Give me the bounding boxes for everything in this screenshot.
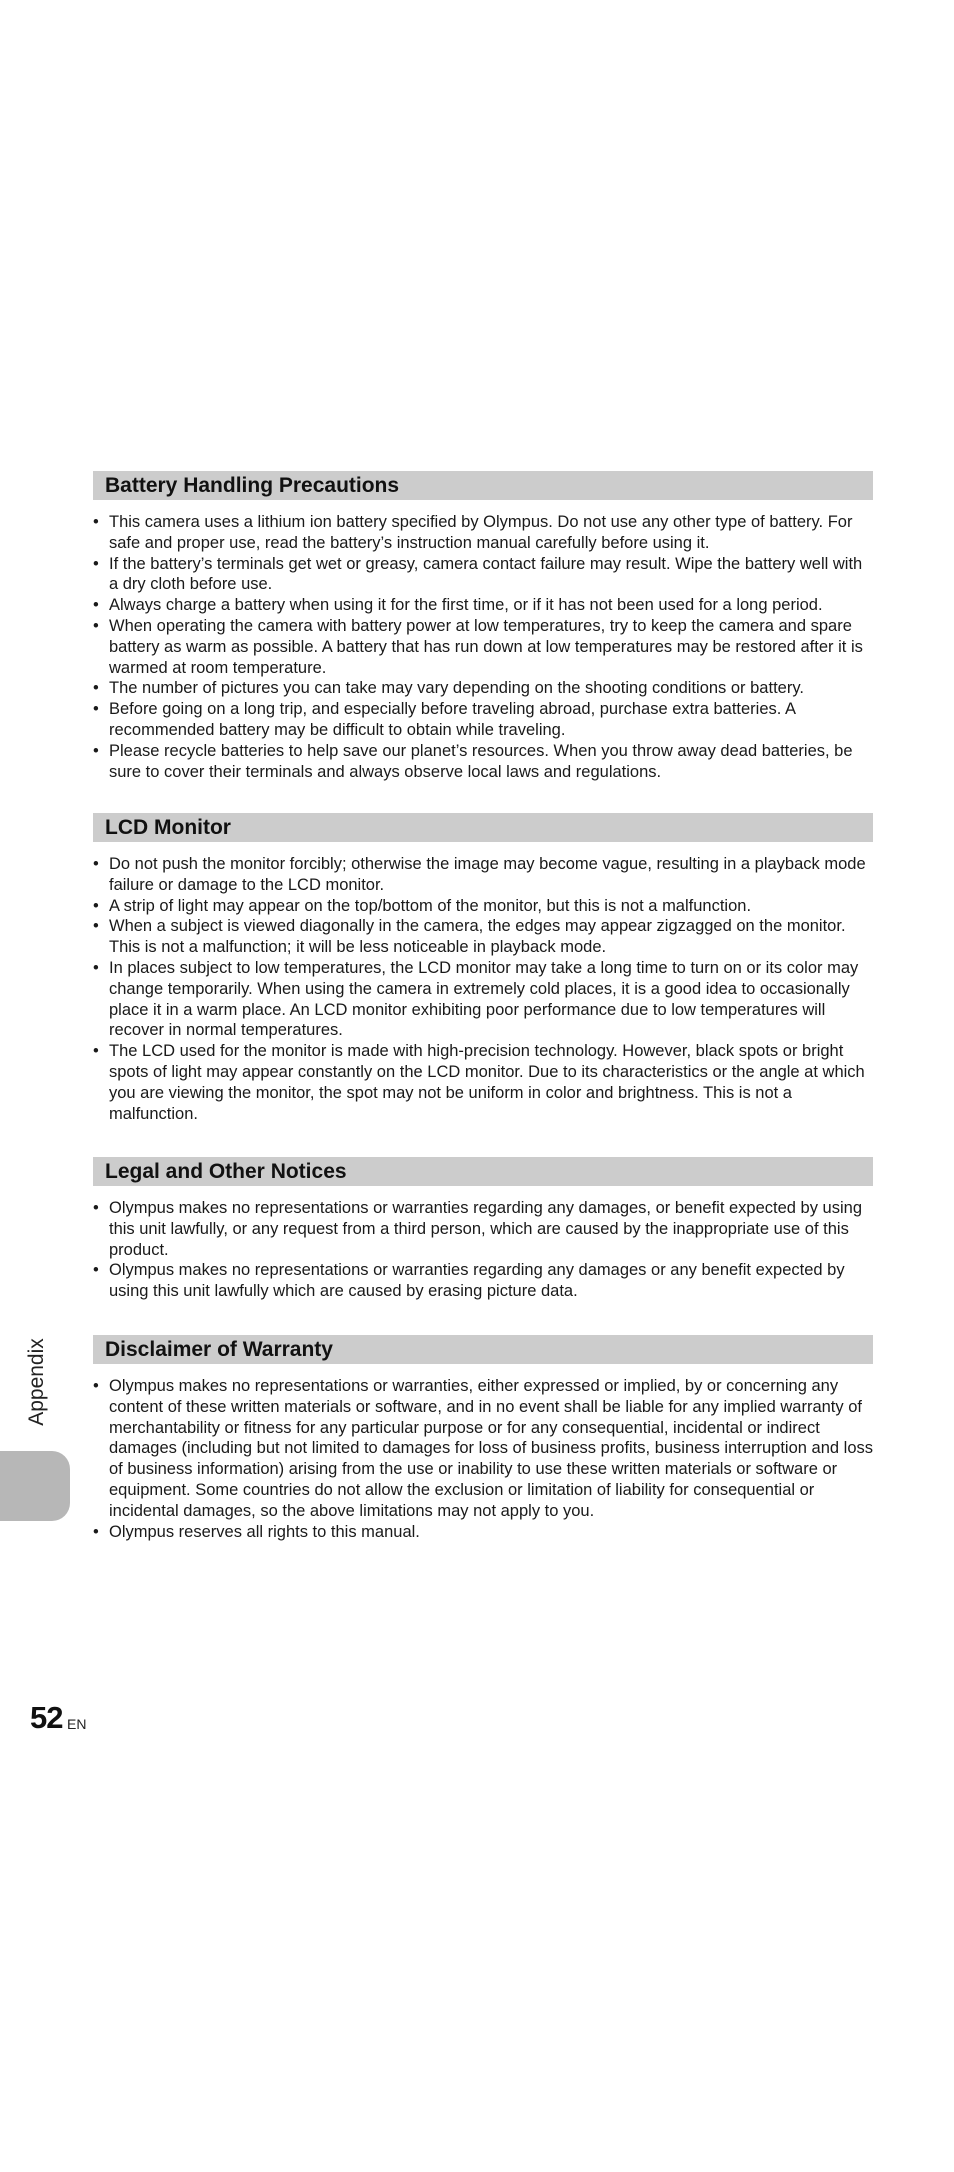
bullet-icon: •	[93, 596, 99, 615]
section-title: LCD Monitor	[93, 813, 873, 842]
section-battery-handling	[93, 471, 873, 782]
bullet-icon: •	[93, 1522, 99, 1541]
section-title: Legal and Other Notices	[93, 1157, 873, 1186]
section-lcd-monitor	[93, 813, 873, 1124]
bullet-icon: •	[93, 1042, 99, 1061]
list-item: • Before going on a long trip, and especially before traveling abroad, purchase extra batteries. A recommended battery may be difficult to obtain while traveling.	[93, 700, 796, 739]
list-item: • When a subject is viewed diagonally in the camera, the edges may appear zigzagged on the monitor. This is not a malfunction; it will be less noticeable in playback mode.	[93, 917, 846, 957]
list-item: • Olympus makes no representations or warranties regarding any damages or any benefit expected by using this unit lawfully which are caused by erasing picture data.	[93, 1261, 845, 1301]
appendix-side-tab	[0, 1451, 70, 1521]
bullet-icon: •	[93, 741, 99, 760]
list-item: • The LCD used for the monitor is made with high-precision technology. However, black spots or bright spots of light may appear constantly on the LCD monitor. Due to its characteristics or the angle at which you are viewing the monitor, the spot may not be uniform in color and brightness. This is not a malfunction.	[93, 1042, 865, 1123]
bullet-list	[93, 1198, 873, 1302]
bullet-icon: •	[93, 554, 99, 573]
bullet-icon: •	[93, 616, 99, 635]
list-item: • A strip of light may appear on the top/bottom of the monitor, but this is not a malfunction.	[93, 896, 752, 915]
bullet-icon: •	[93, 1261, 99, 1280]
bullet-icon: •	[93, 679, 99, 698]
list-item: • Always charge a battery when using it for the first time, or if it has not been used for a long period.	[93, 596, 823, 615]
list-item: • When operating the camera with battery power at low temperatures, try to keep the camera and spare battery as warm as possible. A battery that has run down at low temperatures may be restored after it is warmed at room temperature.	[93, 616, 863, 677]
bullet-list	[93, 512, 873, 782]
list-item: • The number of pictures you can take may vary depending on the shooting conditions or battery.	[93, 679, 804, 698]
bullet-icon: •	[93, 958, 99, 977]
list-item: • Olympus makes no representations or warranties, either expressed or implied, by or concerning any content of these written materials or software, and in no event shall be liable for any implied warranty of merchantability or fitness for any particular purpose or for any consequential, incidental or indirect damages (including but not limited to damages for loss of business profits, business interruption and loss of business information) arising from the use or inability to use these written materials or software or equipment. Some countries do not allow the exclusion or limitation of liability for consequential or incidental damages, so the above limitations may not apply to you.	[93, 1377, 873, 1520]
page-number: 52	[30, 1700, 63, 1735]
bullet-icon: •	[93, 855, 99, 873]
section-disclaimer-of-warranty	[93, 1335, 873, 1542]
bullet-icon: •	[93, 700, 99, 719]
list-item: • Olympus makes no representations or warranties regarding any damages, or benefit expected by using this unit lawfully, or any request from a third person, which are caused by the inappropriate use of this product.	[93, 1199, 862, 1259]
bullet-icon: •	[93, 896, 99, 915]
list-item: • Do not push the monitor forcibly; otherwise the image may become vague, resulting in a playback mode failure or damage to the LCD monitor.	[93, 855, 866, 894]
bullet-icon: •	[93, 917, 99, 936]
section-title: Disclaimer of Warranty	[93, 1335, 873, 1364]
appendix-side-label: Appendix	[25, 1338, 48, 1426]
list-item: • Olympus reserves all rights to this manual.	[93, 1522, 420, 1541]
page-language: EN	[67, 1716, 87, 1732]
section-title: Battery Handling Precautions	[93, 471, 873, 500]
list-item: • This camera uses a lithium ion battery specified by Olympus. Do not use any other type of battery. For safe and proper use, read the battery’s instruction manual carefully before using it.	[93, 513, 853, 552]
bullet-icon: •	[93, 1199, 99, 1217]
list-item: • In places subject to low temperatures, the LCD monitor may take a long time to turn on or its color may change temporarily. When using the camera in extremely cold places, it is a good idea to occasionally place it in a warm place. An LCD monitor exhibiting poor performance due to low temperatures will recover in normal temperatures.	[93, 958, 859, 1040]
list-item: • Please recycle batteries to help save our planet’s resources. When you throw away dead batteries, be sure to cover their terminals and always observe local laws and regulations.	[93, 741, 853, 781]
bullet-icon: •	[93, 513, 99, 531]
list-item: • If the battery’s terminals get wet or greasy, camera contact failure may result. Wipe the battery well with a dry cloth before use.	[93, 554, 863, 594]
bullet-list	[93, 854, 873, 1124]
section-legal-notices	[93, 1157, 873, 1302]
bullet-list	[93, 1376, 873, 1542]
bullet-icon: •	[93, 1377, 99, 1395]
